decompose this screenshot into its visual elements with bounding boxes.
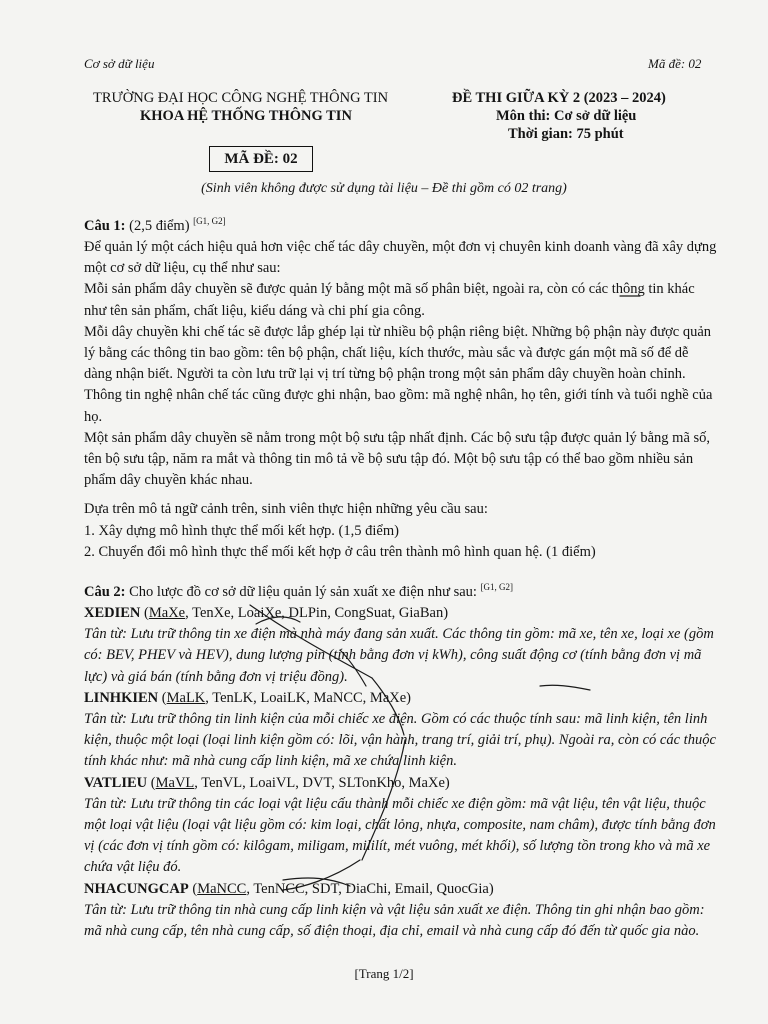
question-1-tag: [G1, G2] [193, 216, 226, 226]
exam-subject: Môn thi: Cơ sở dữ liệu [496, 108, 637, 124]
school-name: TRƯỜNG ĐẠI HỌC CÔNG NGHỆ THÔNG TIN [93, 90, 389, 106]
page-header-right: Mã đề: 02 [648, 56, 702, 71]
schema-attributes: , TenLK, LoaiLK, MaNCC, MaXe) [205, 689, 411, 706]
schema-table-name: LINHKIEN [84, 689, 159, 706]
question-2-tag: [G1, G2] [480, 582, 514, 592]
question-1-intro: Dựa trên mô tả ngữ cảnh trên, sinh viên thực hiện những yêu cầu sau: [84, 501, 488, 518]
schema-description: Tân từ: Lưu trữ thông tin linh kiện của mỗi chiếc xe điện. Gồm có các thuộc tính sau: mã linh kiện, tên linh kiện, thuộc một loại (loại linh kiện gồm có: lõi, vận hành, trang trí, giải trí, phụ). Ngoài ra, còn có các thuộc tính khác như: mã nhà cung cấp linh kiện, mã xe chứa linh kiện. [84, 711, 716, 770]
question-1-paragraph: Mỗi sản phẩm dây chuyền sẽ được quản lý bằng một mã số phân biệt, ngoài ra, còn có các thông tin khác như tên sản phẩm, chất liệu, kiểu dáng và chi phí gia công. [84, 281, 695, 319]
question-1-label: Câu 1: [84, 217, 126, 234]
schema-attributes: , TenVL, LoaiVL, DVT, SLTonKho, MaXe) [194, 774, 450, 791]
exam-duration: Thời gian: 75 phút [508, 126, 624, 142]
question-2-label: Câu 2: [84, 583, 126, 600]
exam-title: ĐỀ THI GIỮA KỲ 2 (2023 – 2024) [452, 90, 666, 106]
schema-description: Tân từ: Lưu trữ thông tin xe điện mà nhà máy đang sản xuất. Các thông tin gồm: mã xe, tên xe, loại xe (gồm có: BEV, PHEV và HEV), dung lượng pin (tính bằng đơn vị kWh), công suất động cơ (tính bằng đơn vị mã lực) và giá bán (tính bằng đơn vị triệu đồng). [84, 626, 714, 685]
question-1 [84, 211, 720, 563]
schema-table-name: NHACUNGCAP [84, 880, 189, 897]
question-2-intro: Cho lược đồ cơ sở dữ liệu quản lý sản xuất xe điện như sau: [129, 583, 477, 600]
question-1-paragraph: Để quản lý một cách hiệu quả hơn việc chế tác dây chuyền, một đơn vị chuyên kinh doanh vàng đã xây dựng một cơ sở dữ liệu, cụ thể như sau: [84, 239, 717, 277]
question-1-paragraph: Một sản phẩm dây chuyền sẽ nằm trong một bộ sưu tập nhất định. Các bộ sưu tập được quản lý bằng mã số, tên bộ sưu tập, năm ra mắt và thông tin mô tả về bộ sưu tập đó. Một bộ sưu tập có thể bao gồm nhiều sản phẩm dây chuyền khác nhau. [84, 429, 711, 489]
question-1-paragraph: Mỗi dây chuyền khi chế tác sẽ được lắp ghép lại từ nhiều bộ phận riêng biệt. Những bộ phận này được quản lý bằng các thông tin bao gồm: tên bộ phận, chất liệu, kích thước, màu sắc và được gán một mã số để dễ dàng nhận biết. Người ta còn lưu trữ lại vị trí từng bộ phận trong một sản phẩm dây chuyền hoàn chỉnh. [84, 323, 712, 383]
schema-description: Tân từ: Lưu trữ thông tin nhà cung cấp linh kiện và vật liệu sản xuất xe điện. Thông tin ghi nhận bao gồm: mã nhà cung cấp, tên nhà cung cấp, số điện thoại, địa chỉ, email và nhà cung cấp đó đến từ quốc gia nào. [84, 901, 705, 940]
schema-linhkien: LINHKIEN (MaLK, TenLK, LoaiLK, MaNCC, MaXe) [84, 689, 411, 706]
schema-vatlieu: VATLIEU (MaVL, TenVL, LoaiVL, DVT, SLTonKho, MaXe) [84, 774, 450, 791]
schema-xedien: XEDIEN (MaXe, TenXe, LoaiXe, DLPin, CongSuat, GiaBan) [84, 605, 449, 622]
schema-primary-key: MaLK [166, 689, 206, 706]
schema-table-name: VATLIEU [84, 774, 148, 791]
faculty-name: KHOA HỆ THỐNG THÔNG TIN [140, 108, 352, 124]
schema-table-name: XEDIEN [84, 605, 141, 622]
schema-primary-key: MaNCC [197, 880, 247, 897]
schema-attributes: , TenXe, LoaiXe, DLPin, CongSuat, GiaBan) [185, 605, 449, 622]
question-1-paragraph: Thông tin nghệ nhân chế tác cũng được ghi nhận, bao gồm: mã nghệ nhân, họ tên, giới tính và tuổi nghề của họ. [84, 387, 713, 425]
question-2-heading [84, 577, 724, 603]
question-1-task: 2. Chuyển đổi mô hình thực thể mối kết hợp ở câu trên thành mô hình quan hệ. (1 điểm) [84, 543, 596, 560]
exam-note: (Sinh viên không được sử dụng tài liệu – Đề thi gồm có 02 trang) [201, 181, 567, 196]
schema-primary-key: MaXe [148, 605, 186, 622]
question-1-points: (2,5 điểm) [129, 217, 190, 234]
schema-attributes: , TenNCC, SDT, DiaChi, Email, QuocGia) [246, 880, 494, 897]
schema-primary-key: MaVL [155, 774, 195, 791]
question-2 [84, 577, 724, 942]
exam-code-box: MÃ ĐỀ: 02 [209, 146, 313, 172]
schema-nhacungcap: NHACUNGCAP (MaNCC, TenNCC, SDT, DiaChi, Email, QuocGia) [84, 880, 494, 897]
page-footer: [Trang 1/2] [354, 966, 414, 981]
schema-description: Tân từ: Lưu trữ thông tin các loại vật liệu cấu thành mỗi chiếc xe điện gồm: mã vật liệu, tên vật liệu, thuộc một loại vật liệu (loại vật liệu gồm có: kim loại, chất lỏng, nhựa, composite, nam châm), được tính bằng đơn vị (các đơn vị tính gồm có: kilôgam, miligam, mililít, mét vuông, mét khối), số lượng tồn trong kho và mã xe chứa vật liệu đó. [84, 795, 716, 876]
page-header-left: Cơ sở dữ liệu [84, 56, 155, 71]
question-1-heading [84, 211, 720, 237]
question-1-task: 1. Xây dựng mô hình thực thể mối kết hợp. (1,5 điểm) [84, 522, 399, 539]
